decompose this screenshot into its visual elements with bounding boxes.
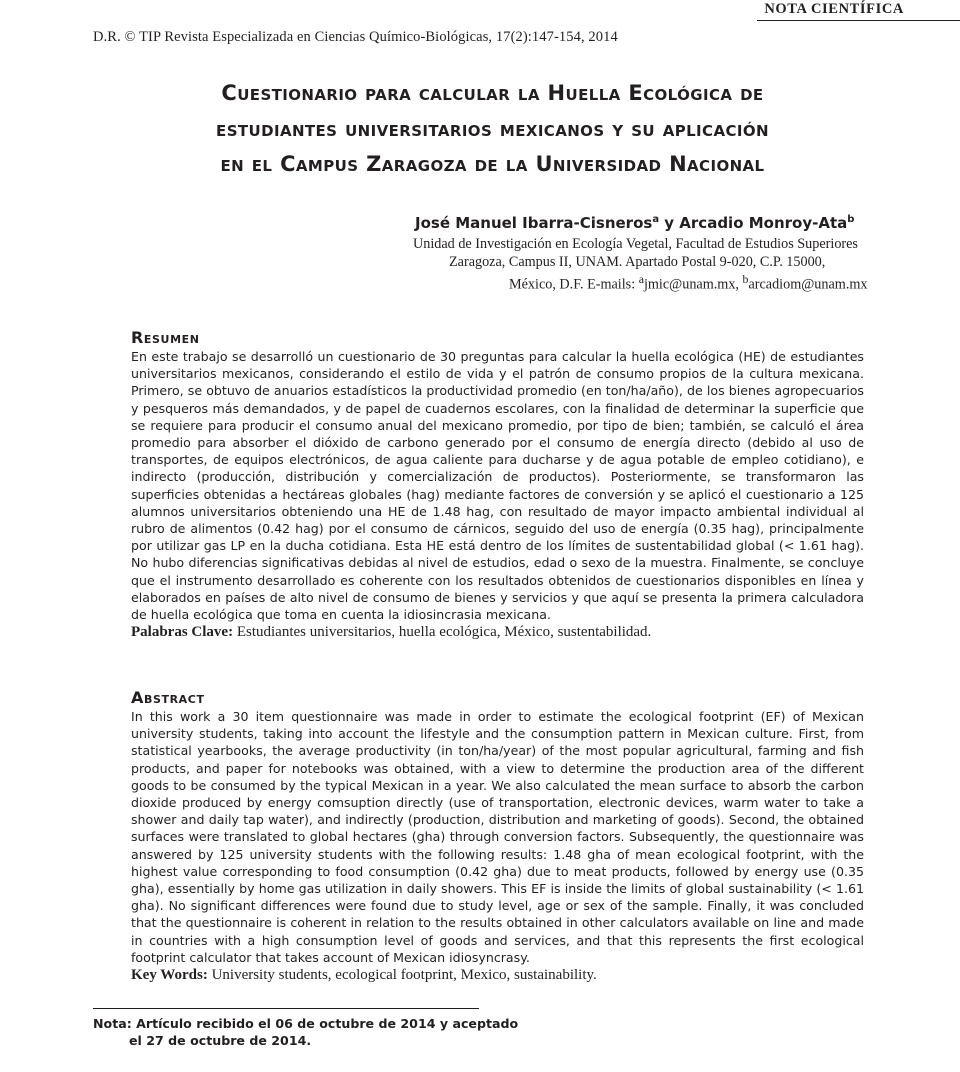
abstract-section [131, 688, 864, 984]
article-title [90, 76, 895, 183]
footnote [93, 1015, 518, 1049]
resumen-body: En este trabajo se desarrolló un cuestionario de 30 preguntas para calcular la huella ecológica (HE) de estudiantes universitarios mexicanos, considerando el estilo de vida y el patrón de consumo propios de la cultura mexicana. Primero, se obtuvo de anuarios estadísticos la productividad promedio (en ton/ha/año), de los bienes agropecuarios y pesqueros más demandados, y de papel de cuadernos escolares, con la finalidad de determinar la superficie que se requiere para producir el consumo anual del mexicano promedio, por tipo de bien; también, se calculó el área promedio para absorber el dióxido de carbono generado por el consumo de energía directo (debido al uso de transportes, de equipos electrónicos, de agua caliente para ducharse y de agua potable de empleo cotidiano), e indirecto (producción, distribución y comercialización de productos). Posteriormente, se transformaron las superficies obtenidas a hectáreas globales (hag) mediante factores de conversión y se aplicó el cuestionario a 125 alumnos universitarios obteniendo una HE de 1.48 hag, con resultado de mayor impacto ambiental individual al rubro de alimentos (0.42 hag) por el consumo de cárnicos, seguido del uso de energía (0.35 hag), principalmente por utilizar gas LP en la ducha cotidiana. Esta HE está dentro de los límites de sustentabilidad global (< 1.61 hag). No hubo diferencias significativas debidas al nivel de estudios, edad o sexo de la muestra. Finalmente, se concluye que el instrumento desarrollado es coherente con los resultados obtenidos de cuestionarios disponibles en línea y elaborados en países de alto nivel de consumo de bienes y servicios y que aquí se presenta la primera calculadora de huella ecológica que toma en cuenta la idiosincrasia mexicana. [131, 349, 864, 623]
title-line-3: en el Campus Zaragoza de la Universidad Nacional [220, 152, 765, 176]
affiliation-line-2: Zaragoza, Campus II, UNAM. Apartado Postal 9-020, C.P. 15000, [449, 253, 826, 270]
footnote-rule [93, 1008, 479, 1009]
email-2-sup: b [742, 272, 749, 286]
journal-citation: D.R. © TIP Revista Especializada en Ciencias Químico-Biológicas, 17(2):147-154, 2014 [93, 29, 618, 45]
abstract-keywords-text: University students, ecological footprint, Mexico, sustainability. [207, 967, 597, 984]
author-2: Arcadio Monroy-Ata [679, 214, 848, 232]
resumen-keywords-label: Palabras Clave: [131, 624, 234, 641]
footnote-line-1: Nota: Artículo recibido el 06 de octubre de 2014 y aceptado [93, 1016, 519, 1031]
header-rule [757, 20, 960, 21]
title-line-1: Cuestionario para calcular la Huella Ecológica de [221, 81, 764, 105]
resumen-section [131, 328, 864, 641]
author-connector: y [659, 214, 680, 232]
footnote-line-2: el 27 de octubre de 2014. [129, 1033, 312, 1048]
author-line [415, 214, 854, 232]
email-1[interactable]: jmic@unam.mx, [643, 276, 743, 293]
affiliation-prefix: México, D.F. E-mails: [509, 276, 639, 293]
author-1: José Manuel Ibarra-Cisneros [415, 214, 653, 232]
affiliation-line-3 [413, 271, 893, 294]
affiliation-line-1: Unidad de Investigación en Ecología Vegetal, Facultad de Estudios Superiores [413, 236, 858, 252]
title-line-2: estudiantes universitarios mexicanos y su aplicación [216, 116, 769, 141]
email-2[interactable]: arcadiom@unam.mx [748, 276, 868, 293]
abstract-heading: Abstract [131, 688, 205, 707]
resumen-heading: Resumen [131, 328, 200, 347]
email-1-sup: a [638, 272, 644, 286]
abstract-keywords-label: Key Words: [131, 967, 208, 984]
resumen-keywords [131, 623, 864, 641]
abstract-keywords [131, 966, 864, 984]
author-2-sup: b [847, 214, 855, 225]
resumen-keywords-text: Estudiantes universitarios, huella ecológica, México, sustentabilidad. [233, 624, 652, 641]
abstract-body: In this work a 30 item questionnaire was made in order to estimate the ecological footprint (EF) of Mexican university students, taking into account the lifestyle and the consumption pattern in Mexican culture. First, from statistical yearbooks, the average productivity (in ton/ha/year) of the most popular agricultural, farming and fish products, and paper for notebooks was obtained, with a view to determine the production area of the different goods to be consumed by the typical Mexican in a year. We also calculated the mean surface to absorb the carbon dioxide produced by energy comsuption directly (use of transportation, electronic devices, warm water to take a shower and daily tap water), and indirectly (production, distribution and marketing of goods). Second, the obtained surfaces were translated to global hectares (gha) through conversion factors. Subsequently, the questionnaire was answered by 125 university students with the following results: 1.48 gha of mean ecological footprint, with the highest value corresponding to food consumption (0.42 gha) due to meat products, followed by energy use (0.35 gha), essentially by home gas utilization in daily showers. This EF is inside the limits of global sustainability (< 1.61 gha). No significant differences were found due to study level, age or sex of the sample. Finally, it was concluded that the questionnaire is coherent in relation to the results obtained in other calculators available on line and made in countries with a high consumption level of goods and services, and that this represents the first ecological footprint calculator that takes account of Mexican idiosyncrasy. [131, 709, 864, 965]
author-1-sup: a [652, 214, 660, 225]
section-label: NOTA CIENTÍFICA [764, 1, 904, 17]
affiliation [413, 236, 893, 294]
